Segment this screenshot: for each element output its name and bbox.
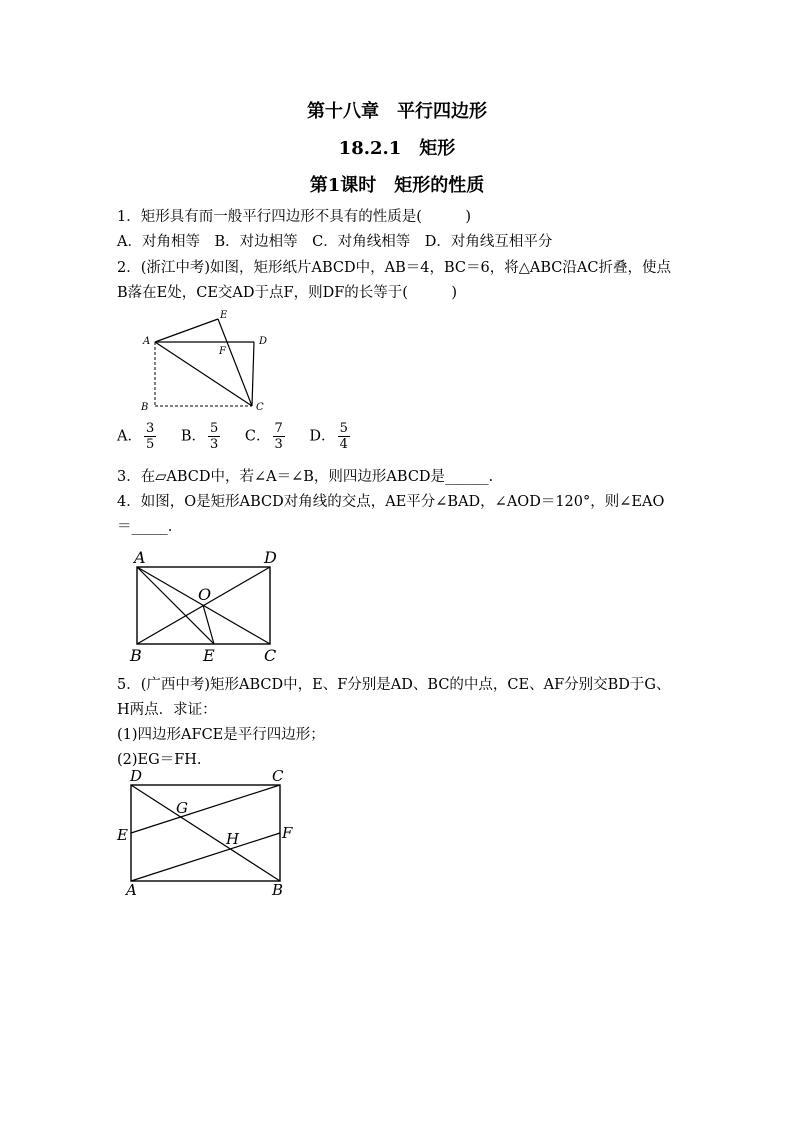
label-D: D <box>264 548 277 567</box>
label-E: E <box>117 826 128 844</box>
label-F: F <box>219 346 226 357</box>
q2-figure <box>135 305 275 415</box>
section-title: 18.2.1 矩形 <box>338 138 456 159</box>
fraction: $\frac{7}{3}$ <box>274 421 283 452</box>
label-G: G <box>176 799 188 817</box>
fraction: $\frac{5}{3}$ <box>210 421 219 452</box>
q5-part2: (2)EG＝FH. <box>117 752 202 768</box>
label-E: E <box>203 646 215 665</box>
label-A: A <box>126 881 137 899</box>
label-A: A <box>143 336 151 347</box>
label-B: B <box>272 881 284 899</box>
q2-option-b: B． $\frac{5}{3}$ <box>180 421 219 452</box>
label-B: B <box>130 646 142 665</box>
fraction: $\frac{3}{5}$ <box>145 421 155 452</box>
chapter-title: 第十八章 平行四边形 <box>307 101 487 122</box>
label-D: D <box>130 767 143 785</box>
q1-options: A．对角相等 B．对边相等 C．对角线相等 D．对角线互相平分 <box>117 234 553 250</box>
q2-option-a: A． $\frac{3}{5}$ <box>117 421 155 452</box>
fraction: $\frac{5}{4}$ <box>339 421 348 452</box>
label-C: C <box>256 402 264 413</box>
q4-figure <box>126 545 286 670</box>
q2-option-c: C． $\frac{7}{3}$ <box>244 421 283 452</box>
label-H: H <box>226 830 240 848</box>
q2-option-d: D． $\frac{5}{4}$ <box>309 421 348 452</box>
label-O: O <box>198 585 212 604</box>
label-D: D <box>259 336 268 347</box>
label-E: E <box>220 310 228 321</box>
q5-part1: (1)四边形AFCE是平行四边形； <box>117 727 325 743</box>
q2-stem-line1: 2．(浙江中考)如图，矩形纸片ABCD中，AB＝4，BC＝6，将△ABC沿AC折叠，使点 <box>117 260 671 276</box>
q4-stem-line1: 4．如图，O是矩形ABCD对角线的交点，AE平分∠BAD，∠AOD＝120°，则∠EAO <box>117 494 665 510</box>
label-F: F <box>282 824 293 842</box>
label-C: C <box>264 646 277 665</box>
q5-stem-line1: 5．(广西中考)矩形ABCD中，E、F分别是AD、BC的中点，CE、AF分别交BD于G、 <box>117 677 671 693</box>
q2-stem-line2: B落在E处，CE交AD于点F，则DF的长等于( ) <box>117 285 458 301</box>
label-C: C <box>272 767 284 785</box>
q2-options <box>117 421 370 452</box>
q4-stem-line2: ＝_____. <box>117 519 173 535</box>
q5-figure <box>112 765 302 900</box>
q5-stem-line2: H两点．求证： <box>117 702 217 718</box>
q1-stem: 1．矩形具有而一般平行四边形不具有的性质是( ) <box>117 209 472 225</box>
lesson-title: 第1课时 矩形的性质 <box>309 175 485 196</box>
label-B: B <box>141 402 149 413</box>
q3-stem: 3．在▱ABCD中，若∠A＝∠B，则四边形ABCD是______. <box>117 469 494 485</box>
label-A: A <box>134 548 146 567</box>
